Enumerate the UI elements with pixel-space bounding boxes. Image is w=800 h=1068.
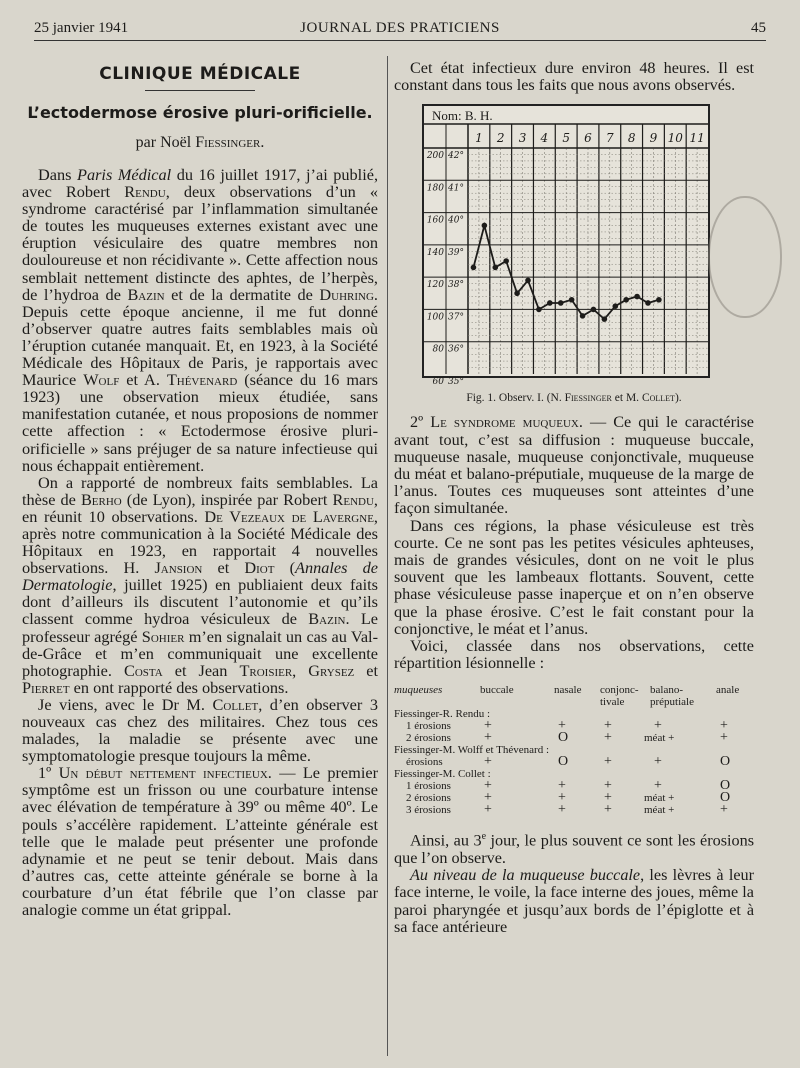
pulse-tick-label: 80 (432, 345, 444, 356)
temperature-point (514, 291, 520, 297)
text-run: Je viens, avec le Dr M. (38, 694, 213, 714)
day-label: 2 (496, 131, 505, 146)
temperature-point (569, 297, 575, 303)
day-label: 7 (605, 131, 614, 146)
table-header-cell: conjonc- tivale (600, 684, 639, 709)
table-cell: O (720, 778, 731, 794)
temperature-point (482, 223, 488, 229)
table-header-cell: anale (716, 684, 740, 697)
table-cell: + (484, 790, 492, 806)
temperature-point (536, 307, 542, 313)
caption-prefix: Fig. 1. Observ. I. (N. (466, 392, 565, 405)
small-caps-name: Un début nettement infectieux (58, 763, 268, 783)
caption-suffix: ). (674, 392, 682, 405)
pulse-tick-label: 60 (432, 377, 444, 388)
text-run: , après notre communication à la Société Médicale des Hôpitaux en 1923, en rapportait 4 nouvelles observations. H. (22, 506, 378, 578)
table-cell: O (720, 790, 731, 806)
text-run: Voici, classée dans nos observations, cette répartition lésionnelle : (394, 637, 754, 673)
temperature-point (492, 265, 498, 271)
table-row (394, 804, 754, 816)
temperature-point (503, 259, 509, 265)
table-cell: + (558, 778, 566, 794)
temperature-point (623, 297, 629, 303)
temperature-point (525, 278, 531, 284)
table-header-cell: balano- préputiale (650, 684, 694, 709)
temperature-tick-label: 35° (448, 377, 464, 388)
text-run: , deux observations d’un « syndrome caractérisé par l’inflammation simultanée de toutes les muqueuses externes existant avec une éruption vésiculaire des quatre membres non douloureuse et non récidivante ». Cette affection nous semblait nettement distincte des aphtes, de l’herpès, de l’hydroa de (22, 182, 378, 304)
caption-mid: et M. (611, 392, 642, 405)
table-cell: + (558, 790, 566, 806)
library-stamp (708, 196, 782, 318)
temperature-point (591, 307, 597, 313)
table-cell: méat + (644, 792, 675, 805)
temperature-tick-label: 42° (448, 151, 464, 162)
table-cell: + (654, 718, 662, 734)
day-label: 9 (649, 131, 658, 146)
table-cell: + (484, 802, 492, 818)
temperature-tick-label: 37° (448, 312, 464, 323)
italic-text: Paris Médical (77, 165, 172, 184)
day-label: 4 (540, 131, 549, 146)
table-row (394, 792, 754, 804)
temperature-point (656, 297, 662, 303)
text-run: et Jean (162, 660, 240, 680)
day-label: 10 (667, 131, 683, 146)
text-run: On a rapporté de nombreux faits semblables. La thèse de (22, 472, 378, 509)
paragraph (394, 414, 754, 517)
section-heading: CLINIQUE MÉDICALE (99, 64, 301, 84)
left-column (22, 60, 378, 918)
small-caps-name: Jansion (154, 558, 203, 578)
caption-author-1: Fiessinger (564, 392, 612, 405)
paragraph (22, 696, 378, 764)
temperature-chart-svg (424, 106, 708, 388)
small-caps-name: Troisier (239, 660, 293, 680)
table-header-cell: nasale (554, 684, 582, 697)
temperature-tick-label: 40° (448, 215, 464, 226)
temperature-point (558, 301, 564, 307)
table-cell: + (604, 802, 612, 818)
paragraph (394, 60, 754, 94)
text-run: jour, le plus souvent ce sont les érosions que l’on observe. (394, 831, 755, 868)
text-run: Dans (38, 165, 77, 184)
text-run: m’en signalait un cas au Val-de-Grâce et m’en communiquait une excellente photographie. (22, 626, 378, 680)
text-run: 1º (38, 763, 59, 783)
small-caps-name: De Vezeaux de Lavergne (204, 506, 374, 526)
day-label: 8 (627, 131, 636, 146)
day-label: 6 (584, 131, 592, 146)
table-group-label (394, 768, 754, 780)
pulse-tick-label: 160 (426, 215, 444, 226)
small-caps-name: Le syndrome muqueux (430, 413, 579, 432)
temperature-point (471, 265, 477, 271)
group-name: Fiessinger-R. Rendu : (394, 708, 491, 721)
chart-title: Nom: B. H. (432, 108, 493, 124)
table-cell: + (558, 802, 566, 818)
table-cell: + (484, 754, 492, 770)
temperature-tick-label: 39° (448, 248, 464, 259)
text-run: et (354, 660, 379, 680)
temperature-point (602, 317, 608, 323)
row-label: 1 érosions (406, 780, 451, 793)
day-label: 5 (562, 131, 571, 146)
small-caps-name: Grysez (308, 660, 355, 680)
table-cell: O (720, 754, 731, 770)
page-number: 45 (751, 20, 766, 36)
byline (22, 134, 378, 152)
pulse-tick-label: 180 (426, 183, 444, 194)
temperature-point (645, 301, 651, 307)
caption-author-2: Collet (641, 392, 675, 405)
italic-text: Annales de Dermatologie (22, 558, 378, 595)
table-header-cell: buccale (480, 684, 514, 697)
table-cell: + (654, 778, 662, 794)
text-run: Cet état infectieux dure environ 48 heures. Il est constant dans tous les faits que nous avons observés. (394, 59, 754, 95)
pulse-tick-label: 200 (426, 151, 444, 162)
heading-rule (145, 90, 255, 91)
table-cell: + (484, 778, 492, 794)
column-divider (387, 56, 388, 1056)
table-cell: + (604, 778, 612, 794)
text-run: ( (274, 558, 296, 578)
table-cell: + (604, 754, 612, 770)
day-label: 3 (518, 131, 527, 146)
text-run: . — Le premier symptôme est un frisson ou une courbature intense avec élévation de température à 39º ou même 40º. Le pouls s’accélère rapidement. L’atteinte générale est telle que le malade peut présenter une profonde adynamie et ne peut se tenir debout. Mais dans d’autres cas, cette atteinte générale se borne à la courbature d’un état fébrile que l’on classe par analogie comme un état grippal. (22, 763, 378, 920)
row-label: 1 érosions (406, 720, 451, 733)
text-run: , les lèvres à leur face interne, le voile, la face interne des joues, même la paroi pharyngée et jusqu’aux bords de l’épiglotte et à sa face antérieure (394, 866, 754, 936)
table-cell: + (484, 718, 492, 734)
text-run: et A. (119, 370, 167, 390)
row-label: érosions (406, 756, 443, 769)
small-caps-name: Bazin (308, 609, 346, 629)
small-caps-name: Duhring (319, 284, 374, 304)
byline-prefix: par Noël (135, 134, 196, 151)
table-cell: + (720, 730, 728, 746)
table-row (394, 756, 754, 768)
pulse-tick-label: 140 (426, 248, 444, 259)
lesion-table (394, 684, 754, 816)
paragraph (394, 867, 754, 936)
journal-name: JOURNAL DES PRATICIENS (300, 20, 500, 36)
table-row (394, 780, 754, 792)
temperature-point (634, 294, 640, 300)
table-cell: O (558, 730, 569, 746)
right-column (394, 60, 754, 936)
table-cell: + (558, 718, 566, 734)
temperature-point (612, 304, 618, 310)
text-run: , (292, 660, 309, 680)
table-row (394, 732, 754, 744)
article-title: L’ectodermose érosive pluri-orificielle. (27, 103, 373, 122)
small-caps-name: Diot (244, 558, 275, 578)
table-cell: + (720, 718, 728, 734)
paragraph (394, 518, 754, 638)
table-cell: méat + (644, 732, 675, 745)
group-name: Fiessinger-M. Collet : (394, 768, 491, 781)
temperature-tick-label: 41° (448, 183, 464, 194)
table-cell: + (720, 802, 728, 818)
text-run: du 16 juillet 1917, j’ai publié, avec Robert (22, 165, 379, 202)
text-run: Dans ces régions, la phase vésiculeuse est très courte. Ce ne sont pas les petites vésicules aphteuses, mais de grandes vésicules, dont on ne voit le plus souvent que les lambeaux flottants. Souvent, cette phase vésiculeuse passe inaperçue et on n’en observe que la phase érosive. C’est le fait constant pour la conjonctive, le méat et l’anus. (394, 516, 754, 638)
table-header-row (394, 684, 754, 708)
temperature-point (580, 313, 586, 319)
paragraph (22, 764, 378, 918)
text-run: . Le professeur agrégé (22, 609, 379, 646)
small-caps-name: Bazin (127, 284, 165, 304)
text-run: , en réunit 10 observations. (22, 489, 378, 526)
pulse-tick-label: 120 (426, 280, 444, 291)
day-label: 1 (475, 131, 483, 146)
table-header-cell: muqueuses (394, 684, 443, 697)
text-run: . Depuis cette époque ancienne, il me fut donné d’observer quatre autres faits semblables mais où l’éruption cutanée manquait. Et, en 1923, à la Société Médicale des Hôpitaux de Paris, je rapportais avec Maurice (22, 284, 378, 390)
paragraph (22, 166, 378, 474)
table-row (394, 720, 754, 732)
text-run: en ont rapporté des observations. (69, 677, 289, 697)
running-head (34, 18, 766, 41)
table-cell: O (558, 754, 569, 770)
table-cell: + (484, 730, 492, 746)
table-cell: + (654, 754, 662, 770)
row-label: 3 érosions (406, 804, 451, 817)
table-group-label (394, 708, 754, 720)
table-cell: + (604, 790, 612, 806)
text-run: (de Lyon), inspirée par Robert (121, 489, 333, 509)
paragraph (394, 828, 754, 867)
paragraph (22, 474, 378, 696)
table-cell: + (604, 730, 612, 746)
text-run: et de la dermatite de (164, 284, 320, 304)
superscript: e (481, 831, 487, 843)
table-cell: méat + (644, 804, 675, 817)
small-caps-name: Wolf (83, 370, 120, 390)
small-caps-name: Berho (80, 489, 122, 509)
group-name: Fiessinger-M. Wolff et Thévenard : (394, 744, 550, 757)
byline-author: Fiessinger. (195, 134, 265, 151)
temperature-point (547, 301, 553, 307)
temperature-tick-label: 38° (448, 280, 464, 291)
small-caps-name: Rendu (332, 489, 374, 509)
temperature-tick-label: 36° (448, 345, 464, 356)
day-label: 11 (689, 131, 705, 146)
pulse-tick-label: 100 (426, 312, 444, 323)
temperature-chart (422, 104, 710, 388)
paragraph (394, 638, 754, 672)
small-caps-name: Costa (124, 660, 163, 680)
text-run: Ainsi, au 3 (410, 831, 482, 850)
small-caps-name: Sohier (141, 626, 185, 646)
table-group-label (394, 744, 754, 756)
italic-text: Au niveau de la muqueuse buccale (410, 866, 641, 885)
row-label: 2 érosions (406, 792, 451, 805)
issue-date: 25 janvier 1941 (34, 20, 129, 36)
row-label: 2 érosions (406, 732, 451, 745)
text-run: (séance du 16 mars 1923) une observation mieux étudiée, sans manifestation cutanée, et nous proposions de nommer cette affection : « Ectodermose érosive pluri-orificielle » sans préjuger de sa nature infectieuse qui nous échappait entièrement. (22, 370, 379, 475)
text-run: , juillet 1925) en publiaient deux faits dont d’ailleurs ils discutent l’autonomie et qu’ils classent comme hydroa vésiculeux de (22, 575, 378, 629)
small-caps-name: Rendu (124, 182, 166, 202)
text-run: et (202, 558, 245, 578)
figure-caption (394, 392, 754, 404)
text-run: , d’en observer 3 nouveaux cas chez des militaires. Chez tous ces malades, la maladie se présente avec une symptomatologie presque toujours la même. (22, 694, 379, 766)
small-caps-name: Collet (212, 694, 259, 714)
small-caps-name: Pierret (22, 677, 70, 697)
small-caps-name: Thévenard (166, 370, 238, 390)
table-cell: + (604, 718, 612, 734)
text-run: . — Ce qui le caractérise avant tout, c’est sa diffusion : muqueuse buccale, muqueuse nasale, muqueuse conjonctivale, muqueuse du méat et balano-préputiale, muqueuse de la marge de l’anus. Toutes ces muqueuses sont atteintes d’une façon simultanée. (394, 413, 754, 518)
text-run: 2º (410, 413, 431, 432)
